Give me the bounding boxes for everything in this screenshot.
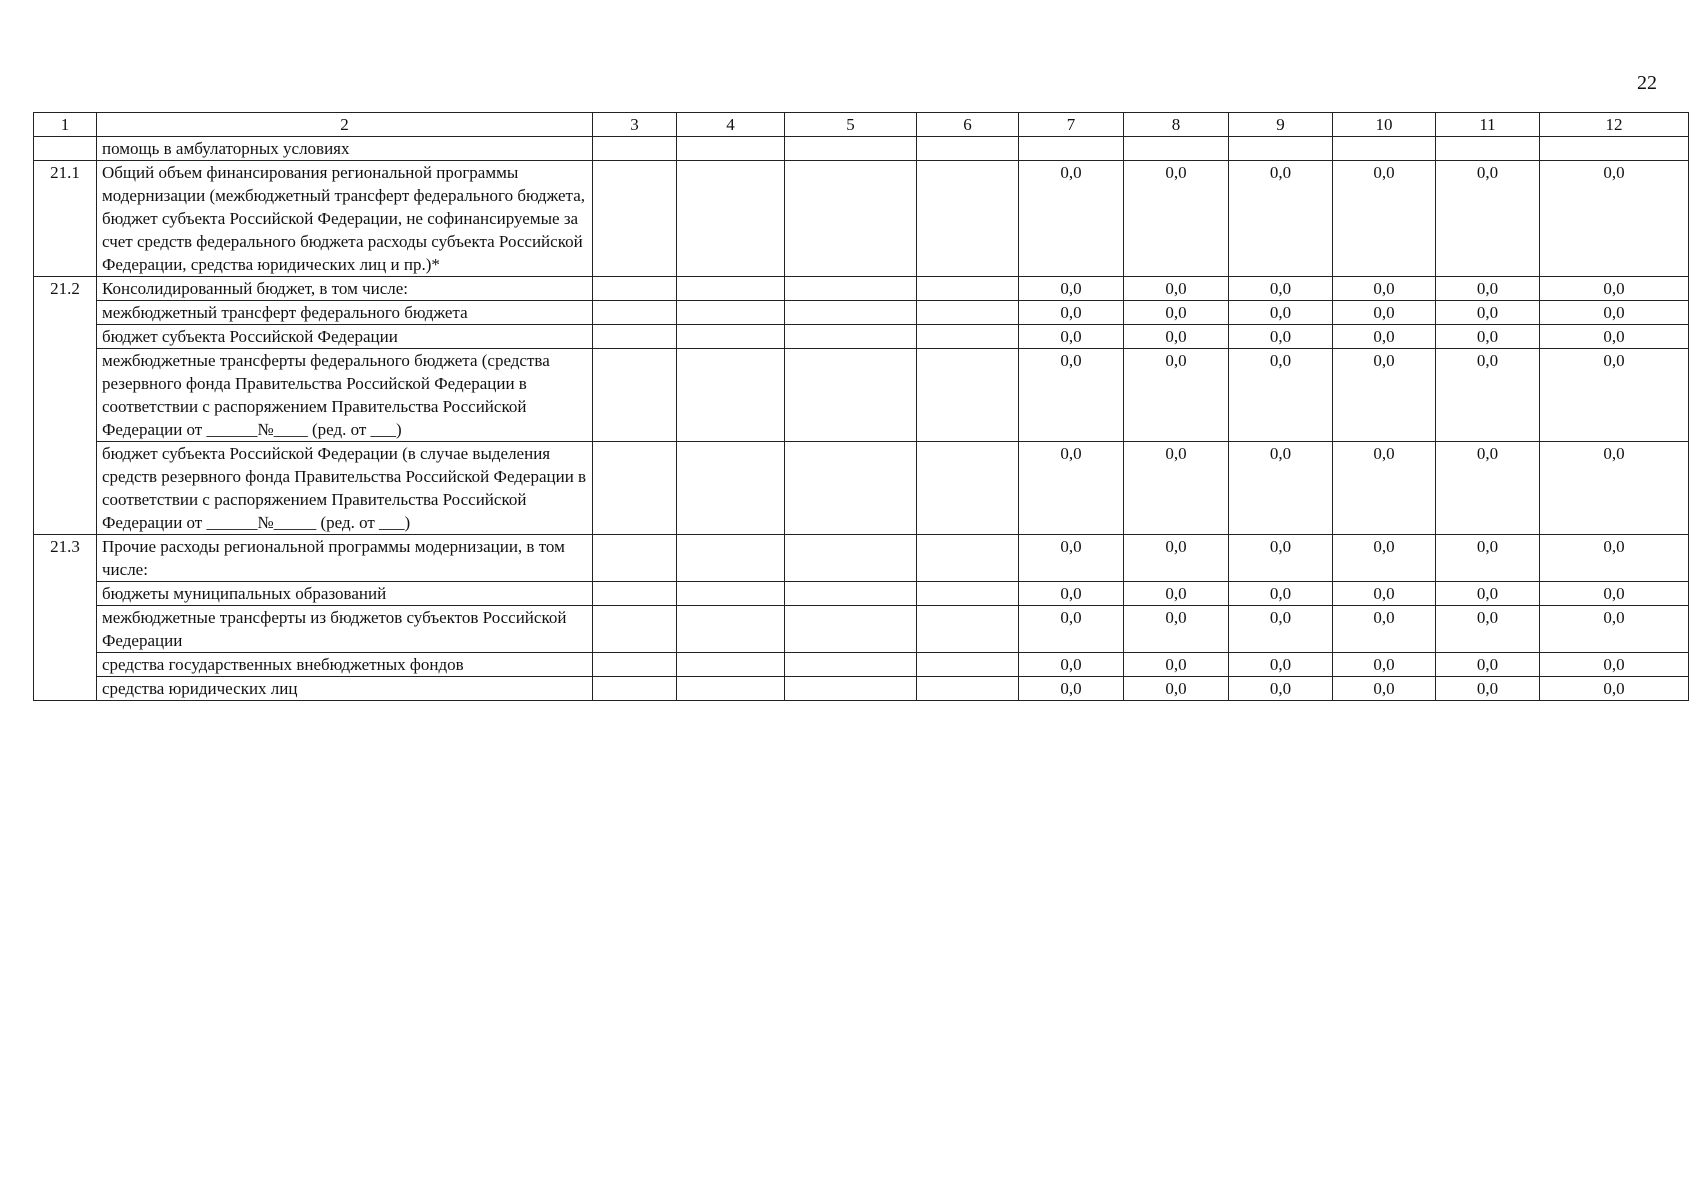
row-label: Консолидированный бюджет, в том числе: [97, 277, 593, 301]
table-row [34, 677, 1689, 701]
empty-cell [785, 606, 917, 653]
value-cell: 0,0 [1124, 535, 1229, 582]
value-cell: 0,0 [1229, 677, 1333, 701]
row-label: межбюджетный трансферт федерального бюджета [97, 301, 593, 325]
value-cell: 0,0 [1436, 161, 1540, 277]
value-cell: 0,0 [1436, 582, 1540, 606]
value-cell: 0,0 [1540, 653, 1689, 677]
value-cell: 0,0 [1540, 301, 1689, 325]
row-number: 21.3 [34, 535, 97, 701]
value-cell: 0,0 [1333, 161, 1436, 277]
row-label: Прочие расходы региональной программы модернизации, в том числе: [97, 535, 593, 582]
value-cell: 0,0 [1124, 349, 1229, 442]
empty-cell [593, 535, 677, 582]
empty-cell [917, 677, 1019, 701]
empty-cell [593, 277, 677, 301]
table-row [34, 301, 1689, 325]
empty-cell [593, 161, 677, 277]
row-label: межбюджетные трансферты федерального бюджета (средства резервного фонда Правительства Российской Федерации в соответствии с распоряжением Правительства Российской Федерации от ______№____ (ред. от ___) [97, 349, 593, 442]
value-cell: 0,0 [1229, 582, 1333, 606]
empty-cell [593, 653, 677, 677]
value-cell: 0,0 [1540, 442, 1689, 535]
row-label: бюджет субъекта Российской Федерации (в случае выделения средств резервного фонда Правительства Российской Федерации в соответствии с распоряжением Правительства Российской Федерации от ______№_____ (ред. от ___) [97, 442, 593, 535]
value-cell: 0,0 [1333, 301, 1436, 325]
table-row [34, 606, 1689, 653]
empty-cell [785, 442, 917, 535]
table-row [34, 535, 1689, 582]
value-cell: 0,0 [1124, 325, 1229, 349]
value-cell: 0,0 [1229, 301, 1333, 325]
row-number [34, 137, 97, 161]
value-cell: 0,0 [1333, 653, 1436, 677]
col-header: 9 [1229, 113, 1333, 137]
empty-cell [917, 349, 1019, 442]
value-cell: 0,0 [1229, 442, 1333, 535]
value-cell: 0,0 [1019, 277, 1124, 301]
value-cell: 0,0 [1436, 325, 1540, 349]
empty-cell [677, 606, 785, 653]
value-cell: 0,0 [1124, 161, 1229, 277]
value-cell: 0,0 [1019, 535, 1124, 582]
value-cell: 0,0 [1540, 677, 1689, 701]
value-cell: 0,0 [1124, 301, 1229, 325]
empty-cell [917, 653, 1019, 677]
value-cell: 0,0 [1124, 277, 1229, 301]
value-cell: 0,0 [1333, 349, 1436, 442]
empty-cell [917, 277, 1019, 301]
value-cell: 0,0 [1436, 301, 1540, 325]
table-row [34, 582, 1689, 606]
row-label: средства юридических лиц [97, 677, 593, 701]
continuation-row [34, 137, 1689, 161]
col-header: 1 [34, 113, 97, 137]
empty-cell [785, 653, 917, 677]
col-header: 4 [677, 113, 785, 137]
value-cell: 0,0 [1229, 325, 1333, 349]
value-cell: 0,0 [1229, 606, 1333, 653]
col-header: 10 [1333, 113, 1436, 137]
page-number: 22 [1637, 72, 1657, 94]
empty-cell [677, 653, 785, 677]
empty-cell [593, 325, 677, 349]
empty-cell [677, 582, 785, 606]
value-cell: 0,0 [1333, 325, 1436, 349]
value-cell: 0,0 [1019, 442, 1124, 535]
empty-cell [677, 535, 785, 582]
value-cell: 0,0 [1229, 161, 1333, 277]
table-row [34, 161, 1689, 277]
value-cell: 0,0 [1333, 606, 1436, 653]
value-cell: 0,0 [1019, 582, 1124, 606]
empty-cell [917, 161, 1019, 277]
value-cell: 0,0 [1019, 301, 1124, 325]
value-cell: 0,0 [1019, 325, 1124, 349]
value-cell: 0,0 [1019, 677, 1124, 701]
table-row [34, 325, 1689, 349]
value-cell: 0,0 [1124, 677, 1229, 701]
empty-cell [593, 349, 677, 442]
empty-cell [593, 582, 677, 606]
value-cell: 0,0 [1436, 606, 1540, 653]
row-number: 21.2 [34, 277, 97, 535]
value-cell: 0,0 [1436, 535, 1540, 582]
empty-cell [785, 325, 917, 349]
financing-table [33, 112, 1689, 701]
value-cell: 0,0 [1229, 349, 1333, 442]
value-cell: 0,0 [1124, 653, 1229, 677]
empty-cell [785, 535, 917, 582]
col-header: 8 [1124, 113, 1229, 137]
header-row [34, 113, 1689, 137]
empty-cell [785, 301, 917, 325]
row-label: Общий объем финансирования региональной программы модернизации (межбюджетный трансферт федерального бюджета, бюджет субъекта Российской Федерации, не софинансируемые за счет средств федерального бюджета расходы субъекта Российской Федерации, средства юридических лиц и пр.)* [97, 161, 593, 277]
value-cell: 0,0 [1124, 442, 1229, 535]
col-header: 7 [1019, 113, 1124, 137]
value-cell: 0,0 [1436, 277, 1540, 301]
value-cell: 0,0 [1229, 535, 1333, 582]
row-label: средства государственных внебюджетных фондов [97, 653, 593, 677]
empty-cell [917, 606, 1019, 653]
empty-cell [593, 677, 677, 701]
empty-cell [785, 161, 917, 277]
value-cell: 0,0 [1124, 606, 1229, 653]
empty-cell [917, 325, 1019, 349]
value-cell: 0,0 [1229, 277, 1333, 301]
empty-cell [785, 582, 917, 606]
row-label: бюджет субъекта Российской Федерации [97, 325, 593, 349]
value-cell: 0,0 [1540, 277, 1689, 301]
col-header: 2 [97, 113, 593, 137]
value-cell: 0,0 [1436, 677, 1540, 701]
empty-cell [917, 582, 1019, 606]
empty-cell [785, 349, 917, 442]
empty-cell [917, 301, 1019, 325]
col-header: 12 [1540, 113, 1689, 137]
empty-cell [677, 677, 785, 701]
value-cell: 0,0 [1019, 653, 1124, 677]
value-cell: 0,0 [1019, 606, 1124, 653]
empty-cell [593, 606, 677, 653]
row-label: межбюджетные трансферты из бюджетов субъектов Российской Федерации [97, 606, 593, 653]
value-cell: 0,0 [1229, 653, 1333, 677]
value-cell: 0,0 [1019, 349, 1124, 442]
empty-cell [917, 535, 1019, 582]
value-cell: 0,0 [1540, 325, 1689, 349]
empty-cell [677, 277, 785, 301]
value-cell: 0,0 [1333, 535, 1436, 582]
value-cell: 0,0 [1540, 349, 1689, 442]
value-cell: 0,0 [1436, 442, 1540, 535]
empty-cell [785, 677, 917, 701]
table-row [34, 349, 1689, 442]
empty-cell [677, 442, 785, 535]
value-cell: 0,0 [1540, 161, 1689, 277]
value-cell: 0,0 [1333, 582, 1436, 606]
value-cell: 0,0 [1540, 582, 1689, 606]
table-row [34, 442, 1689, 535]
table-row [34, 653, 1689, 677]
value-cell: 0,0 [1019, 161, 1124, 277]
value-cell: 0,0 [1540, 606, 1689, 653]
value-cell: 0,0 [1436, 349, 1540, 442]
empty-cell [677, 161, 785, 277]
empty-cell [593, 301, 677, 325]
row-label: помощь в амбулаторных условиях [97, 137, 593, 161]
empty-cell [677, 301, 785, 325]
empty-cell [677, 325, 785, 349]
empty-cell [917, 442, 1019, 535]
value-cell: 0,0 [1333, 677, 1436, 701]
value-cell: 0,0 [1436, 653, 1540, 677]
table-row [34, 277, 1689, 301]
col-header: 6 [917, 113, 1019, 137]
col-header: 3 [593, 113, 677, 137]
value-cell: 0,0 [1333, 277, 1436, 301]
empty-cell [677, 349, 785, 442]
empty-cell [785, 277, 917, 301]
col-header: 11 [1436, 113, 1540, 137]
row-number: 21.1 [34, 161, 97, 277]
empty-cell [593, 442, 677, 535]
col-header: 5 [785, 113, 917, 137]
value-cell: 0,0 [1333, 442, 1436, 535]
value-cell: 0,0 [1540, 535, 1689, 582]
row-label: бюджеты муниципальных образований [97, 582, 593, 606]
value-cell: 0,0 [1124, 582, 1229, 606]
